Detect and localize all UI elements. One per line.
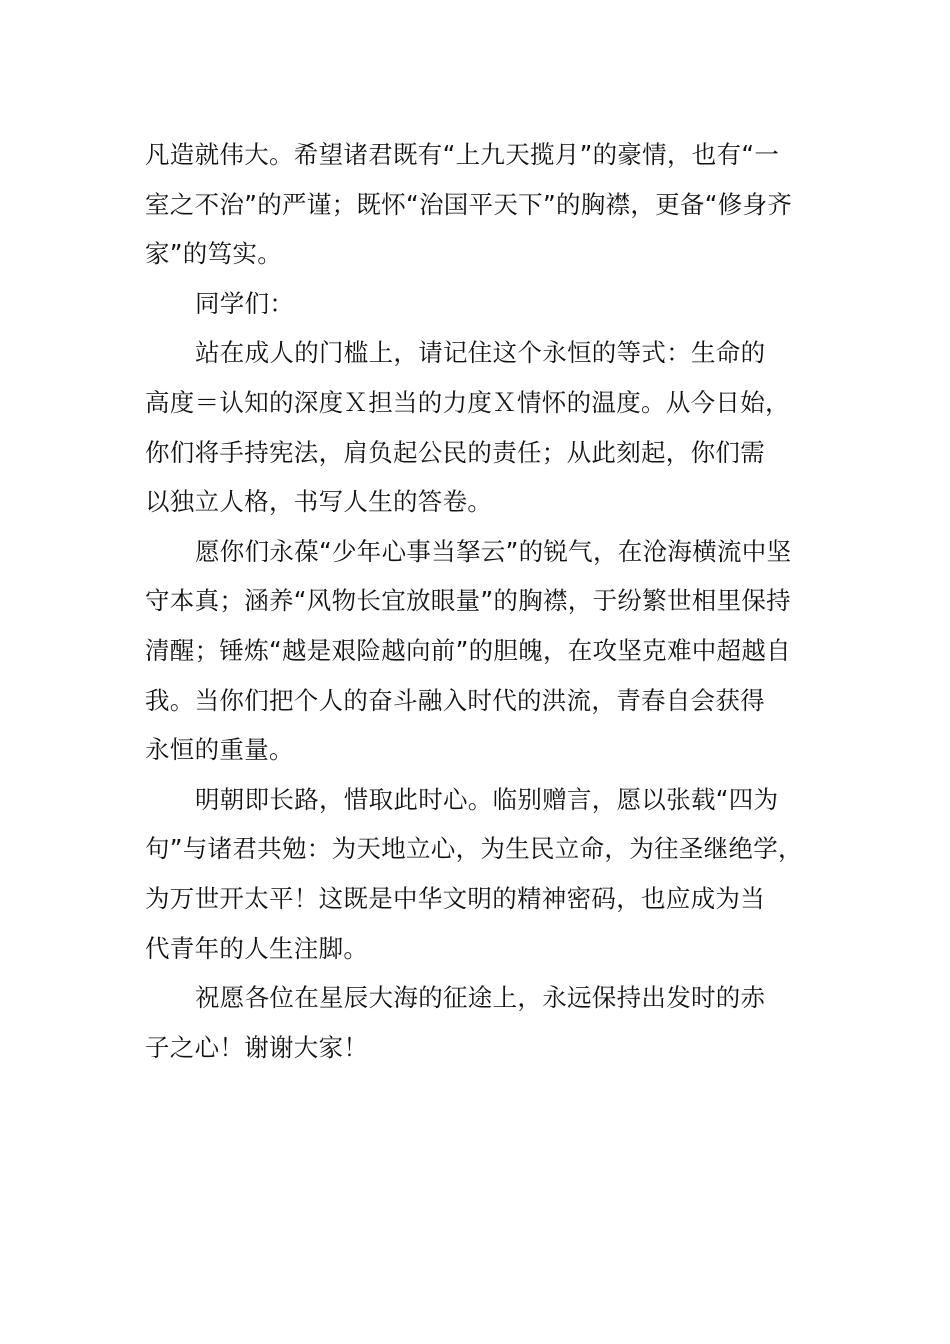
- text-line: 句”与诸君共勉：为天地立心，为生民立命，为往圣继绝学，: [145, 834, 803, 864]
- text-line: 站在成人的门槛上，请记住这个永恒的等式：生命的: [195, 338, 766, 368]
- paragraph: [145, 328, 805, 526]
- text-line: 室之不治”的严谨；既怀“治国平天下”的胸襟，更备“修身齐: [145, 189, 793, 219]
- salutation: [145, 279, 805, 329]
- document-body: [145, 130, 805, 1072]
- text-line: 家”的笃实。: [145, 239, 282, 269]
- closing-paragraph: [145, 973, 805, 1072]
- text-line: 愿你们永葆“少年心事当拏云”的锐气，在沧海横流中坚: [195, 536, 792, 566]
- text-line: 凡造就伟大。希望诸君既有“上九天揽月”的豪情，也有“一: [145, 140, 780, 169]
- text-line: 你们将手持宪法，肩负起公民的责任；从此刻起，你们需: [145, 437, 765, 467]
- text-line: 为万世开太平！这既是中华文明的精神密码，也应成为当: [145, 883, 765, 913]
- text-line: 子之心！谢谢大家！: [145, 1032, 369, 1062]
- text-line: 以独立人格，书写人生的答卷。: [145, 487, 493, 517]
- text-line: 守本真；涵养“风物长宜放眼量”的胸襟，于纷繁世相里保持: [145, 586, 791, 616]
- text-line: 清醒；锤炼“越是艰险越向前”的胆魄，在攻坚克难中超越自: [145, 635, 791, 665]
- text-line: 高度＝认知的深度Ｘ担当的力度Ｘ情怀的温度。从今日始，: [145, 387, 790, 417]
- text-line: 永恒的重量。: [145, 735, 294, 765]
- paragraph: [145, 130, 805, 279]
- text-line: 同学们：: [195, 288, 295, 318]
- paragraph: [145, 775, 805, 973]
- text-line: 祝愿各位在星辰大海的征途上，永远保持出发时的赤: [195, 983, 766, 1013]
- text-line: 我。当你们把个人的奋斗融入时代的洪流，青春自会获得: [145, 685, 765, 715]
- paragraph: [145, 527, 805, 775]
- text-line: 代青年的人生注脚。: [145, 933, 369, 963]
- text-line: 明朝即长路，惜取此时心。临别赠言，愿以张载“四为: [195, 784, 779, 814]
